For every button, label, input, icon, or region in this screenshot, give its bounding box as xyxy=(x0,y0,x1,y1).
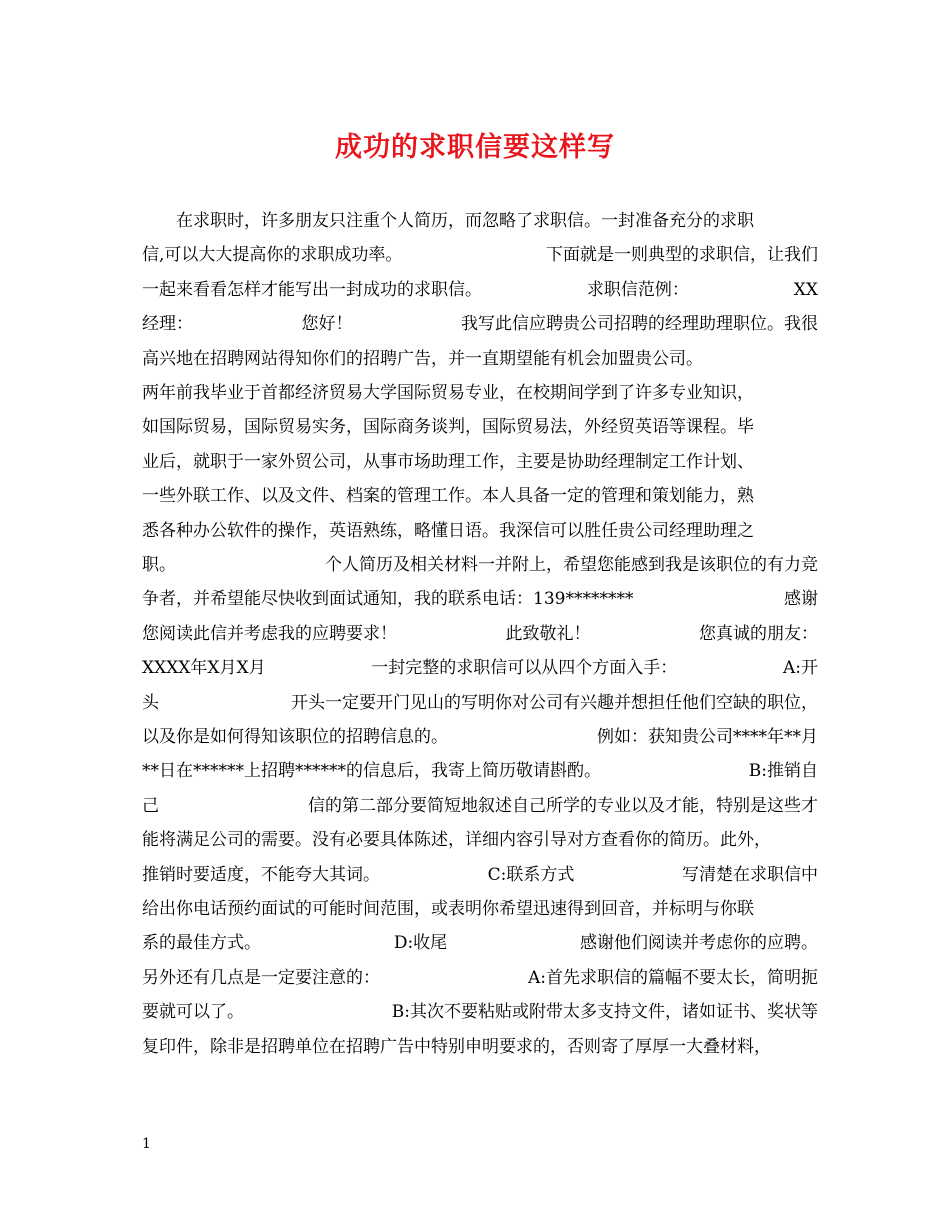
text-segment: XX xyxy=(793,279,818,300)
text-line xyxy=(142,342,818,376)
text-segment: B:其次不要粘贴或附带太多支持文件，诸如证书、奖状等 xyxy=(391,1002,818,1023)
text-line xyxy=(142,238,818,272)
text-line xyxy=(142,204,818,238)
text-line xyxy=(142,789,818,823)
text-line xyxy=(142,445,818,479)
text-segment: 悉各种办公软件的操作，英语熟练，略懂日语。我深信可以胜任贵公司经理助理之 xyxy=(142,520,754,541)
text-segment: 您好！ xyxy=(301,314,353,335)
text-segment: 己 xyxy=(142,795,159,816)
text-segment: 经理： xyxy=(142,314,193,335)
text-segment: 两年前我毕业于首都经济贸易大学国际贸易专业，在校期间学到了许多专业知识， xyxy=(142,383,754,403)
text-segment: 推销时要适度，不能夸大其词。 xyxy=(142,864,380,885)
text-segment: 开头一定要开门见山的写明你对公司有兴趣并想担任他们空缺的职位， xyxy=(291,692,818,713)
text-line xyxy=(142,686,818,720)
text-segment: XXXX年X月X月 xyxy=(142,658,266,679)
text-segment: 例如：获知贵公司****年**月 xyxy=(597,727,818,747)
text-segment: 一些外联工作、以及文件、档案的管理工作。本人具备一定的管理和策划能力，熟 xyxy=(142,486,754,507)
text-segment: C:联系方式 xyxy=(487,864,575,885)
text-line xyxy=(142,892,818,926)
text-segment: 求职信范例： xyxy=(586,279,689,300)
text-segment: 给出你电话预约面试的可能时间范围，或表明你希望迅速得到回音，并标明与你联 xyxy=(142,899,754,919)
page-number: 1 xyxy=(142,1136,151,1152)
text-segment: 感谢他们阅读并考虑你的应聘。 xyxy=(579,933,818,954)
text-line xyxy=(142,479,818,513)
text-segment: 您阅读此信并考虑我的应聘要求！ xyxy=(142,623,397,644)
text-segment: 信,可以大大提高你的求职成功率。 xyxy=(142,245,403,266)
text-line xyxy=(142,548,818,582)
text-line xyxy=(142,926,818,960)
text-line xyxy=(142,720,818,754)
text-line xyxy=(142,961,818,995)
text-line xyxy=(142,858,818,892)
text-line xyxy=(142,995,818,1029)
text-segment: 写清楚在求职信中 xyxy=(682,864,818,885)
text-segment: 我写此信应聘贵公司招聘的经理助理职位。我很 xyxy=(461,314,818,335)
text-line xyxy=(142,1030,818,1064)
text-segment: 能将满足公司的需要。没有必要具体陈述，详细内容引导对方查看你的简历。此外， xyxy=(142,830,771,851)
text-segment: 您真诚的朋友： xyxy=(699,623,818,644)
text-segment: 信的第二部分要简短地叙述自己所学的专业以及才能，特别是这些才 xyxy=(308,795,818,816)
text-line xyxy=(142,410,818,444)
text-segment: 另外还有几点是一定要注意的： xyxy=(142,967,380,988)
text-segment: 复印件，除非是招聘单位在招聘广告中特别申明要求的，否则寄了厚厚一大叠材料， xyxy=(142,1036,771,1057)
text-segment: 职。 xyxy=(142,555,176,575)
text-segment: 感谢 xyxy=(784,589,818,610)
document-title: 成功的求职信要这样写 xyxy=(335,132,615,163)
text-segment: 业后，就职于一家外贸公司，从事市场助理工作，主要是协助经理制定工作计划、 xyxy=(142,451,754,472)
text-segment: 下面就是一则典型的求职信，让我们 xyxy=(546,245,818,266)
text-line xyxy=(142,582,818,616)
text-line xyxy=(142,651,818,685)
text-segment: A:首先求职信的篇幅不要太长，简明扼 xyxy=(527,967,818,988)
text-line xyxy=(142,617,818,651)
text-segment: D:收尾 xyxy=(393,933,448,954)
text-segment: **日在******上招聘******的信息后，我寄上简历敬请斟酌。 xyxy=(142,761,601,782)
text-segment: 要就可以了。 xyxy=(142,1002,244,1023)
text-segment: 在求职时，许多朋友只注重个人简历，而忽略了求职信。一封准备充分的求职 xyxy=(176,211,754,231)
text-segment: 个人简历及相关材料一并附上，希望您能感到我是该职位的有力竞 xyxy=(325,555,818,575)
text-segment: 争者，并希望能尽快收到面试通知，我的联系电话：139******** xyxy=(142,589,634,610)
text-segment: 此致敬礼！ xyxy=(505,623,591,644)
text-segment: 系的最佳方式。 xyxy=(142,933,261,954)
text-line xyxy=(142,823,818,857)
text-segment: 以及你是如何得知该职位的招聘信息的。 xyxy=(142,727,448,747)
text-line xyxy=(142,273,818,307)
text-line xyxy=(142,754,818,788)
text-segment: 一封完整的求职信可以从四个方面入手： xyxy=(371,658,678,679)
text-segment: B:推销自 xyxy=(748,761,818,782)
text-line xyxy=(142,376,818,410)
text-segment: 如国际贸易，国际贸易实务，国际商务谈判，国际贸易法，外经贸英语等课程。毕 xyxy=(142,417,754,438)
text-segment: 头 xyxy=(142,692,159,713)
text-segment: 一起来看看怎样才能写出一封成功的求职信。 xyxy=(142,279,482,300)
text-line xyxy=(142,514,818,548)
text-segment: A:开 xyxy=(782,658,818,679)
text-line xyxy=(142,307,818,341)
text-segment: 高兴地在招聘网站得知你们的招聘广告，并一直期望能有机会加盟贵公司。 xyxy=(142,348,703,369)
